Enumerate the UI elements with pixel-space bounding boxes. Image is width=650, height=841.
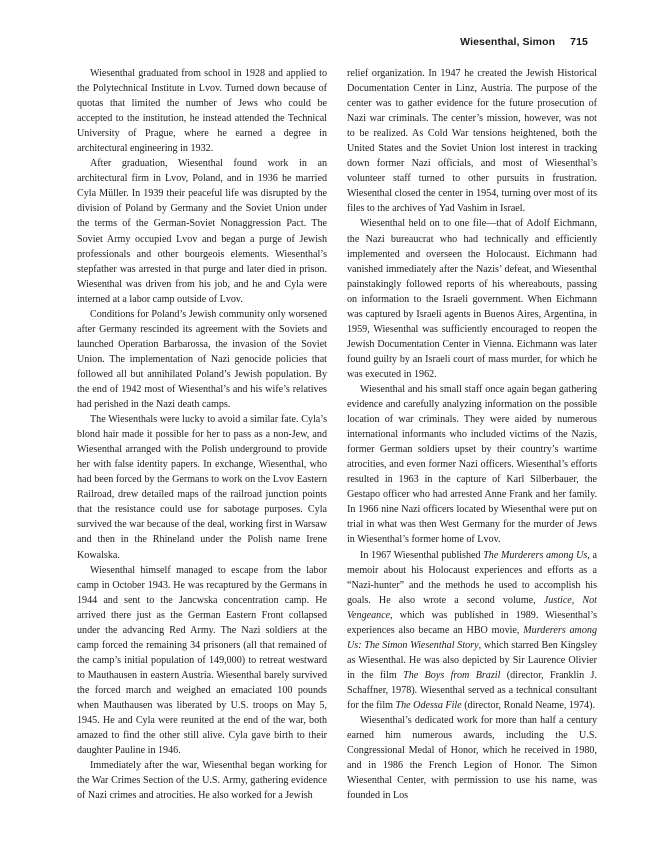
paragraph bbox=[347, 713, 597, 803]
paragraph bbox=[77, 563, 327, 759]
paragraph bbox=[347, 382, 597, 548]
paragraph bbox=[77, 307, 327, 412]
text-run: Conditions for Poland’s Jewish community only worsened after Germany rescinded its agreement with the Soviets and launched Operation Barbarossa, the invasion of the Soviet Union. The implementation of Nazi genocide policies that followed all but annihilated Poland’s Jewish population. By the end of 1942 most of Wiesenthal’s and his wife’s relatives had perished in the Nazi death camps. bbox=[77, 308, 327, 411]
text-run: After graduation, Wiesenthal found work in an architectural firm in Lvov, Poland, and in 1936 he married Cyla Müller. In 1939 their peaceful life was disrupted by the division of Poland by Germany and the Soviet Union under the terms of the German-Soviet Nonaggression Pact. The Soviet Army occupied Lvov and began a purge of Jewish professionals and other bourgeois elements. Wiesenthal’s stepfather was arrested in that purge and later died in prison. Wiesenthal was driven from his job, and he and Cyla were interned at a labor camp outside of Lvov. bbox=[77, 158, 327, 305]
text-run: , a memoir about his Holocaust experiences and efforts as a “Nazi-hunter” and the methods he used to accomplish his goals. He also wrote a second volume, bbox=[347, 549, 597, 606]
text-run: In 1967 Wiesenthal published bbox=[360, 549, 484, 561]
left-column bbox=[77, 66, 327, 803]
running-head bbox=[460, 36, 588, 48]
italic-title: The Odessa File bbox=[395, 699, 462, 711]
page-number: 715 bbox=[570, 36, 588, 48]
text-run: relief organization. In 1947 he created the Jewish Historical Documentation Center in Linz, Austria. The purpose of the center was to gather evidence for the future prosecution of Nazi war criminals. The center’s mission, however, was not to be realized. As Cold War tensions heightened, both the United States and the Soviet Union lost interest in tracking down former Nazi officials, and most of Wiesenthal’s volunteer staff turned to other pursuits in frustration. Wiesenthal closed the center in 1954, turning over most of its files to the archives of Yad Vashim in Israel. bbox=[347, 68, 597, 215]
paragraph bbox=[347, 66, 597, 216]
text-run: The Wiesenthals were lucky to avoid a similar fate. Cyla’s blond hair made it possible for her to pass as a non-Jew, and Wiesenthal arranged with the Polish underground to provide her with false identity papers. In exchange, Wiesenthal, who had been forced by the Germans to work on the Lvov Eastern Railroad, drew detailed maps of the railroad junction points that the resistance could use for sabotage purposes. Cyla survived the war because of the deal, working first in Warsaw and then in the Rhineland under the Polish name Irene Kowalska. bbox=[77, 414, 327, 561]
italic-title: The Boys from Brazil bbox=[403, 669, 501, 681]
text-run: Wiesenthal held on to one file—that of Adolf Eichmann, the Nazi bureaucrat who had technically and efficiently implemented and overseen the Holocaust. Eichmann had vanished immediately after the Nazis’ defeat, and Wiesenthal painstakingly followed reports of his whereabouts, passing on information to the Israeli government. When Eichmann was captured by Israeli agents in Buenos Aires, Argentina, in 1959, Wiesenthal was sufficiently encouraged to reopen the Jewish Documentation Center in Vienna. Eichmann was later found guilty by an Israeli court of mass murder, for which he was executed in 1962. bbox=[347, 218, 597, 380]
paragraph bbox=[77, 66, 327, 156]
paragraph bbox=[347, 216, 597, 382]
text-run: , which was published in 1989. Wiesenthal’s experiences also became an HBO movie, bbox=[347, 609, 597, 636]
paragraph bbox=[77, 156, 327, 306]
running-title: Wiesenthal, Simon bbox=[460, 36, 556, 48]
italic-title: The Murderers among Us bbox=[483, 549, 588, 561]
text-run: (director, Franklin J. Schaffner, 1978). Wiesenthal served as a technical consultant for the film bbox=[347, 669, 598, 711]
text-run: (director, Ronald Neame, 1974). bbox=[461, 699, 595, 711]
text-run: , which starred Ben Kingsley as Wiesenthal. He was also depicted by Sir Laurence Olivier in the film bbox=[347, 639, 597, 681]
text-run: Wiesenthal’s dedicated work for more than half a century earned him numerous awards, including the U.S. Congressional Medal of Honor, which he received in 1980, and in 1986 the French Legion of Honor. The Simon Wiesenthal Center, with permission to use his name, was founded in Los bbox=[347, 715, 597, 802]
italic-title: Murderers among Us: The Simon Wiesenthal Story bbox=[347, 624, 597, 651]
paragraph bbox=[77, 758, 327, 803]
right-column bbox=[347, 66, 597, 803]
text-run: Immediately after the war, Wiesenthal began working for the War Crimes Section of the U.S. Army, gathering evidence of Nazi crimes and atrocities. He also worked for a Jewish bbox=[77, 760, 327, 802]
paragraph bbox=[77, 412, 327, 562]
text-run: Wiesenthal graduated from school in 1928 and applied to the Polytechnical Institute in Lvov. Turned down because of quotas that limited the number of Jews who could be accepted to the institution, he instead attended the Technical University of Prague, where he earned a degree in architectural engineering in 1932. bbox=[77, 68, 327, 155]
italic-title: Justice, Not Vengeance bbox=[347, 594, 597, 621]
text-run: Wiesenthal himself managed to escape from the labor camp in October 1943. He was recaptured by the Germans in 1944 and sent to the Jancwska concentration camp. He arrived there just as the German Eastern Front collapsed under the advancing Red Army. The Nazi soldiers at the camp forced the remaining 34 prisoners (all that remained of the camp’s initial population of 149,000) to retreat westward to Mauthausen in eastern Austria. Wiesenthal barely survived the forced march and weighed an emaciated 100 pounds when Mauthausen was liberated by U.S. troops on May 5, 1945. He and Cyla were reunited at the end of the war, both amazed to find the other still alive. Cyla gave birth to their daughter Pauline in 1946. bbox=[77, 564, 327, 757]
text-run: Wiesenthal and his small staff once again began gathering evidence and carefully analyzing information on the possible location of war criminals. They were aided by numerous international informants who included victims of the Nazis, former German soldiers upset by their country’s wartime atrocities, and even former Nazi officers. Wiesenthal’s efforts resulted in 1963 in the capture of Karl Silberbauer, the Gestapo officer who had arrested Anne Frank and her family. In 1966 nine Nazi officers located by Wiesenthal were put on trial in what was then West Germany for the murder of Jews in Wiesenthal’s former home of Lvov. bbox=[347, 383, 597, 546]
paragraph bbox=[347, 548, 597, 714]
